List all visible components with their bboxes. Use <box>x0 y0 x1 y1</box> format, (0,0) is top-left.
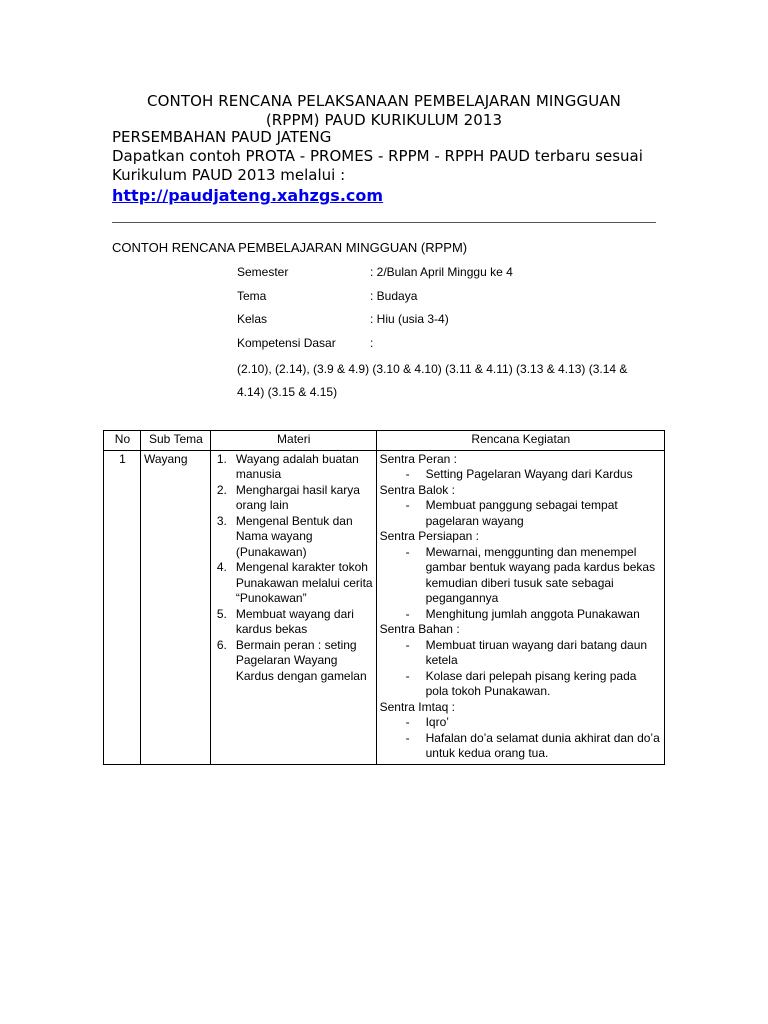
meta-info <box>237 264 657 404</box>
cell-sub-tema: Wayang <box>140 450 210 764</box>
sentra-balok-title: Sentra Balok : <box>379 482 455 497</box>
materi-list <box>214 452 374 685</box>
cell-rencana-kegiatan <box>376 450 664 764</box>
dash-bullet: - <box>405 498 410 512</box>
activity-text: Setting Pagelaran Wayang dari Kardus <box>425 467 633 481</box>
item-text: Membuat wayang dari kardus bekas <box>235 606 354 636</box>
item-number: 5. <box>216 606 227 621</box>
intro-block <box>112 128 672 207</box>
materi-item <box>214 560 374 607</box>
meta-label: Kompetensi Dasar <box>237 335 336 350</box>
meta-value: : Budaya <box>370 288 418 303</box>
rppm-table <box>103 430 665 765</box>
dash-bullet: - <box>405 544 410 559</box>
activity-item <box>380 731 662 762</box>
materi-item <box>214 452 374 483</box>
activity-text: Membuat panggung sebagai tempat pagelaran wayang <box>425 498 618 528</box>
intro-text: Dapatkan contoh PROTA - PROMES - RPPM - RPPH PAUD terbaru sesuai Kurikulum PAUD 2013 melalui : <box>112 147 643 184</box>
item-number: 1. <box>216 451 227 466</box>
item-text: Wayang adalah buatan manusia <box>235 451 359 481</box>
activity-item <box>380 467 662 483</box>
sentra-persiapan-list <box>380 545 662 623</box>
header-rencana-kegiatan: Rencana Kegiatan <box>376 431 664 451</box>
sentra-imtaq-list <box>380 715 662 762</box>
meta-value: : Hiu (usia 3-4) <box>370 312 449 326</box>
item-number: 6. <box>216 637 227 652</box>
activity-text: Kolase dari pelepah pisang kering pada pola tokoh Punakawan. <box>425 668 637 698</box>
meta-row-tema <box>237 288 657 312</box>
activity-item <box>380 607 662 623</box>
section-subtitle: CONTOH RENCANA PEMBELAJARAN MINGGUAN (RPPM) <box>112 240 468 255</box>
activity-text: Membuat tiruan wayang dari batang daun ketela <box>425 637 648 667</box>
horizontal-divider <box>112 222 656 223</box>
dash-bullet: - <box>405 637 410 652</box>
item-text: Bermain peran : seting Pagelaran Wayang Kardus dengan gamelan <box>235 637 367 683</box>
sentra-imtaq-title: Sentra Imtaq : <box>379 699 455 714</box>
sentra-bahan-list <box>380 638 662 700</box>
activity-item <box>380 638 662 669</box>
website-link[interactable]: http://paudjateng.xahzgs.com <box>112 186 384 205</box>
meta-row-semester <box>237 264 657 288</box>
activity-text: Iqro’ <box>425 715 449 729</box>
meta-value: : <box>370 335 374 350</box>
header-no: No <box>104 431 141 451</box>
materi-item <box>214 514 374 561</box>
activity-item <box>380 545 662 607</box>
dash-bullet: - <box>405 668 410 683</box>
table-row <box>104 450 665 764</box>
materi-item <box>214 607 374 638</box>
activity-item <box>380 715 662 731</box>
document-title <box>104 92 664 130</box>
item-text: Menghargai hasil karya orang lain <box>235 482 360 512</box>
dash-bullet: - <box>405 730 410 745</box>
sentra-balok-list <box>380 498 662 529</box>
sentra-peran-list <box>380 467 662 483</box>
header-materi: Materi <box>210 431 376 451</box>
item-number: 3. <box>216 513 227 528</box>
sentra-peran-title: Sentra Peran : <box>379 451 457 466</box>
item-number: 2. <box>216 482 227 497</box>
sentra-persiapan-title: Sentra Persiapan : <box>379 529 479 543</box>
activity-text: Menghitung jumlah anggota Punakawan <box>425 606 640 621</box>
item-text: Mengenal Bentuk dan Nama wayang (Punakawan) <box>235 513 353 559</box>
competency-codes: (2.10), (2.14), (3.9 & 4.9) (3.10 & 4.10) (3.11 & 4.11) (3.13 & 4.13) (3.14 & 4.14) (3.15 & 4.15) <box>237 362 628 399</box>
item-number: 4. <box>216 560 227 574</box>
meta-label: Tema <box>237 288 267 303</box>
meta-row-kelas <box>237 311 657 335</box>
meta-row-kompetensi <box>237 335 657 359</box>
presented-by: PERSEMBAHAN PAUD JATENG <box>112 128 332 146</box>
cell-no: 1 <box>104 450 141 764</box>
dash-bullet: - <box>405 606 410 621</box>
header-sub-tema: Sub Tema <box>140 431 210 451</box>
meta-value: : 2/Bulan April Minggu ke 4 <box>370 265 513 279</box>
dash-bullet: - <box>405 715 410 729</box>
title-line-1: CONTOH RENCANA PELAKSANAAN PEMBELAJARAN MINGGUAN <box>147 92 621 110</box>
meta-label: Semester <box>237 265 289 279</box>
activity-item <box>380 669 662 700</box>
item-text: Mengenal karakter tokoh Punakawan melalui cerita “Punokawan” <box>235 560 373 605</box>
sentra-bahan-title: Sentra Bahan : <box>379 622 460 636</box>
activity-text: Hafalan do’a selamat dunia akhirat dan do’a untuk kedua orang tua. <box>425 730 660 760</box>
cell-materi <box>210 450 376 764</box>
table-header-row <box>104 431 665 451</box>
materi-item <box>214 638 374 685</box>
activity-text: Mewarnai, menggunting dan menempel gambar bentuk wayang pada kardus bekas kemudian diberi tusuk sate sebagai pegangannya <box>425 544 656 605</box>
title-line-2: (RPPM) PAUD KURIKULUM 2013 <box>265 111 503 129</box>
activity-item <box>380 498 662 529</box>
materi-item <box>214 483 374 514</box>
meta-label: Kelas <box>237 312 268 326</box>
dash-bullet: - <box>405 467 410 481</box>
